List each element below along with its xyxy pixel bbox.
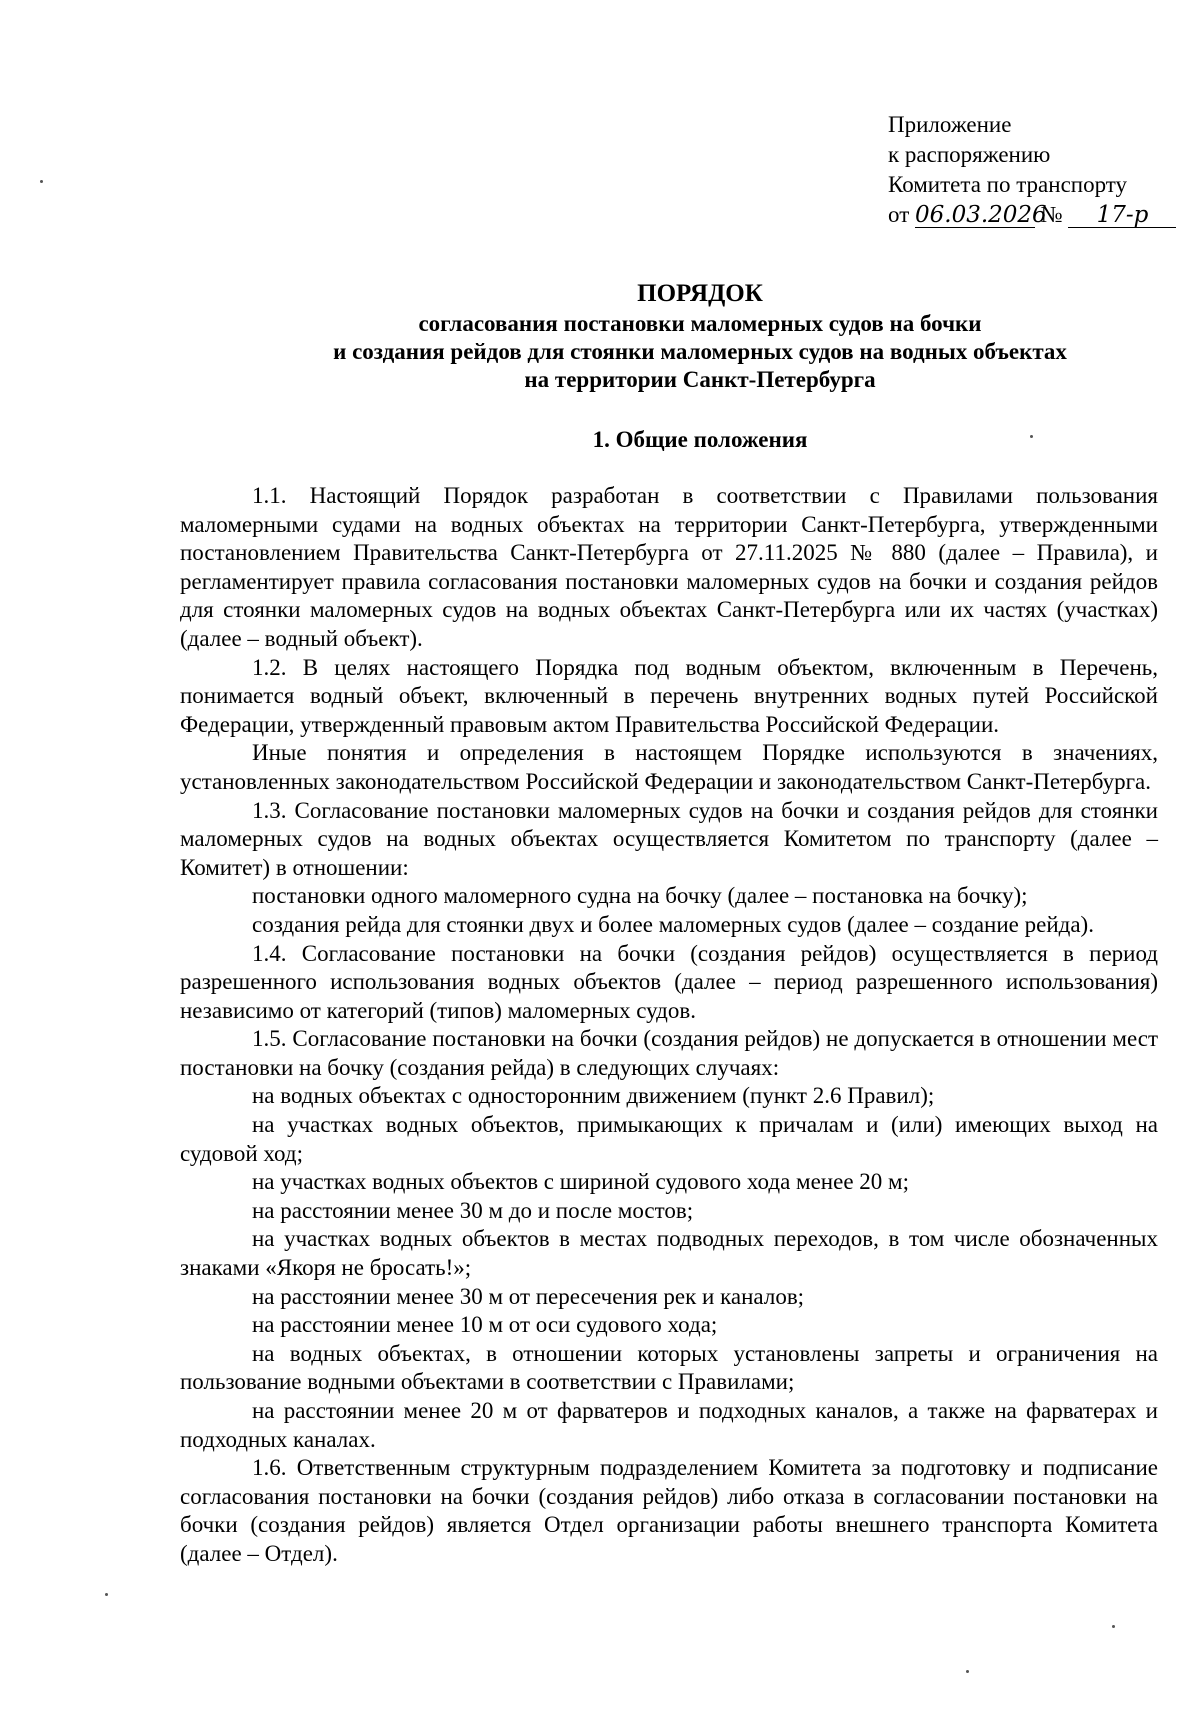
appendix-block [888, 110, 1188, 230]
title-line-2: и создания рейдов для стоянки маломерных судов на водных объектах [333, 339, 1067, 364]
paragraph: на расстоянии менее 30 м от пересечения рек и каналов; [252, 1283, 805, 1309]
scan-speck [105, 1593, 108, 1596]
handwritten-number: 17-р [1068, 203, 1176, 228]
paragraph: на водных объектах с односторонним движением (пункт 2.6 Правил); [252, 1083, 935, 1109]
scan-speck [1112, 1625, 1115, 1628]
document-title [180, 278, 1200, 394]
from-label: от [888, 202, 910, 227]
title-heading: ПОРЯДОК [637, 280, 763, 307]
appendix-line-3: Комитета по транспорту [888, 172, 1128, 197]
paragraph: Иные понятия и определения в настоящем Порядке используются в значениях, установленных законодательством Российской Федерации и законодательством Санкт-Петербурга. [180, 740, 1158, 794]
title-line-1: согласования постановки маломерных судов на бочки [418, 311, 982, 336]
paragraph: на участках водных объектов с шириной судового хода менее 20 м; [252, 1169, 909, 1195]
section-heading: 1. Общие положения [592, 427, 808, 452]
paragraph: 1.4. Согласование постановки на бочки (создания рейдов) осуществляется в период разрешенного использования водных объектов (далее – период разрешенного использования) независимо от категорий (типов) маломерных судов. [180, 940, 1158, 1023]
paragraph: на расстоянии менее 10 м от оси судового хода; [252, 1312, 718, 1338]
scan-speck [966, 1670, 969, 1673]
paragraph: 1.3. Согласование постановки маломерных судов на бочки и создания рейдов для стоянки маломерных судов на водных объектах осуществляется Комитетом по транспорту (далее – Комитет) в отношении: [180, 797, 1158, 880]
appendix-line-1: Приложение [888, 112, 1012, 137]
scan-speck [1030, 435, 1033, 438]
appendix-date-number-line [888, 200, 1188, 230]
paragraph: 1.6. Ответственным структурным подразделением Комитета за подготовку и подписание согласования постановки на бочки (создания рейдов) либо отказа в согласовании постановки на бочки (создания рейдов) является Отдел организации работы внешнего транспорта Комитета (далее – Отдел). [180, 1455, 1158, 1566]
paragraph: на участках водных объектов в местах подводных переходов, в том числе обозначенных знаками «Якоря не бросать!»; [180, 1226, 1158, 1281]
paragraph: на расстоянии менее 20 м от фарватеров и подходных каналов, а также на фарватерах и подходных каналах. [180, 1398, 1158, 1452]
title-line-3: на территории Санкт-Петербурга [524, 367, 876, 392]
paragraph: 1.1. Настоящий Порядок разработан в соответствии с Правилами пользования маломерными судами на водных объектах на территории Санкт-Петербурга, утвержденными постановлением Правительства Санкт-Петербурга от 27.11.2025 № 880 (далее – Правила), и регламентирует правила согласования постановки маломерных судов на бочки и создания рейдов для стоянки маломерных судов на водных объектах Санкт-Петербурга или их частях (участках) (далее – водный объект). [180, 483, 1158, 651]
paragraph: постановки одного маломерного судна на бочку (далее – постановка на бочку); [252, 883, 1028, 909]
appendix-line-2: к распоряжению [888, 142, 1051, 167]
paragraph: на участках водных объектов, примыкающих к причалам и (или) имеющих выход на судовой ход; [180, 1112, 1158, 1166]
paragraph: на расстоянии менее 30 м до и после мостов; [252, 1197, 694, 1223]
handwritten-date: 06.03.2026 [915, 202, 1047, 228]
document-body [180, 482, 1158, 1569]
paragraph: создания рейда для стоянки двух и более маломерных судов (далее – создание рейда). [252, 911, 1094, 937]
paragraph: 1.2. В целях настоящего Порядка под водным объектом, включенным в Перечень, понимается водный объект, включенный в перечень внутренних водных путей Российской Федерации, утвержденный правовым актом Правительства Российской Федерации. [180, 654, 1158, 737]
scan-speck [40, 180, 43, 183]
paragraph: на водных объектах, в отношении которых установлены запреты и ограничения на пользование водными объектами в соответствии с Правилами; [180, 1340, 1158, 1395]
number-label: № [1040, 202, 1063, 227]
paragraph: 1.5. Согласование постановки на бочки (создания рейдов) не допускается в отношении мест постановки на бочку (создания рейда) в следующих случаях: [180, 1026, 1158, 1080]
